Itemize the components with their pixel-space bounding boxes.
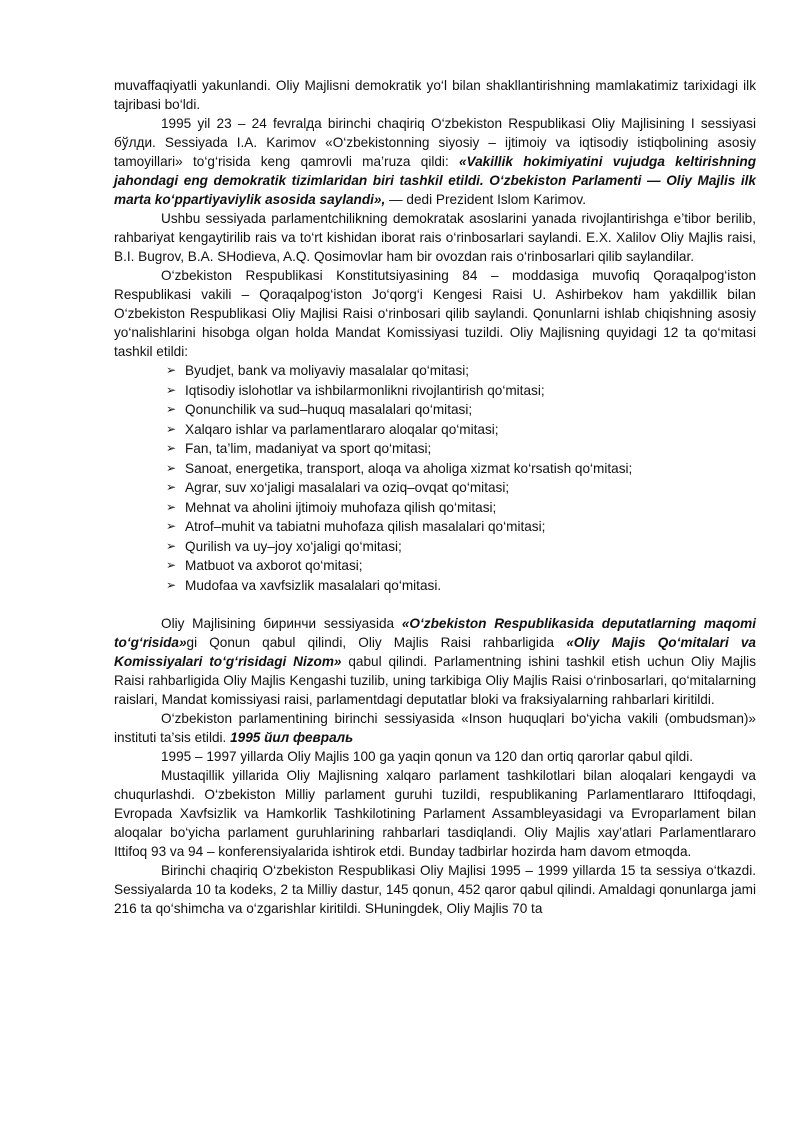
committee-name: Matbuot va axborot qo‘mitasi; <box>185 558 363 573</box>
arrowhead-icon: ➢ <box>166 577 177 592</box>
arrowhead-icon: ➢ <box>166 441 177 455</box>
paragraph-5-text-2: gi Qonun qabul qilindi, Oliy Majlis Raisi rahbarligida <box>186 635 567 650</box>
committee-list-item <box>166 381 756 401</box>
committee-list-item <box>166 517 756 537</box>
paragraph-8: Mustaqillik yillarida Oliy Majlisning xalqaro parlament tashkilotlari bilan aloqalari kengaydi va chuqurlashdi. O‘zbekiston Milliy parlament guruhi tuzildi, respublikaning Parlamentlararo Ittifoqdagi, Evropada Xavfsizlik va Hamkorlik Tashkilotining Parlament Assambleyasidagi va Evroparlament bilan aloqalar bo‘yicha parlament guruhlarining rahbarlari tasdiqlandi. Oliy Majlis xay’atlari Parlamentlararo Ittifoq 93 va 94 – konferensiyalarida ishtirok etdi. Bunday tadbirlar hozirda ham davom etmoqda. <box>114 768 756 859</box>
committee-name: Agrar, suv xo‘jaligi masalalari va oziq–ovqat qo‘mitasi; <box>185 480 510 495</box>
arrowhead-icon: ➢ <box>166 402 177 416</box>
paragraph-5-text: Oliy Majlisining биринчи sessiyasida <box>161 616 402 631</box>
blank-line <box>114 595 756 614</box>
paragraph-6-date: 1995 йил феврaль <box>230 730 354 745</box>
paragraph-9: Birinchi chaqiriq O‘zbekiston Respublikasi Oliy Majlisi 1995 – 1999 yillarda 15 ta sessiya o‘tkazdi. Sessiyalarda 10 ta kodeks, 2 ta Milliy dastur, 145 qonun, 452 qaror qabul qilindi. Amaldagi qonunlarga jami 216 ta qo‘shimcha va o‘zgarishlar kiritildi. SHuningdek, Oliy Majlis 70 ta <box>114 863 756 916</box>
committee-list-item <box>166 537 756 557</box>
committee-list <box>114 361 756 595</box>
committee-name: Mehnat va aholini ijtimoiy muhofaza qilish qo‘mitasi; <box>185 499 497 515</box>
committee-name: Iqtisodiy islohotlar va ishbilarmonlikni rivojlantirish qo‘mitasi; <box>185 382 545 398</box>
arrowhead-icon: ➢ <box>166 480 177 494</box>
paragraph-4: O‘zbekiston Respublikasi Konstitutsiyasining 84 – moddasiga muvofiq Qoraqalpog‘iston Respublikasi vakili – Qoraqalpog‘iston Jo‘qorg‘i Kengesi Raisi U. Ashirbekov ham yakdillik bilan O‘zbekiston Respublikasi Oliy Majlisi Raisi o‘rinbosari qilib saylandi. Qonunlarni ishlab chiqishning asosiy yo‘nalishlarini hisobga olgan holda Mandat Komissiyasi tuzildi. Oliy Majlisning quyidagi 12 ta qo‘mitasi tashkil etildi: <box>114 268 756 359</box>
arrowhead-icon: ➢ <box>166 363 177 377</box>
committee-list-item <box>166 361 756 381</box>
committee-list-item <box>166 556 756 576</box>
paragraph-5 <box>114 614 756 709</box>
committee-list-item <box>166 439 756 459</box>
committee-list-item <box>166 576 756 596</box>
paragraph-2-text: 1995 yil 23 – 24 fevralда birinchi chaqiriq O‘zbekiston Respublikasi Oliy Majlisining I sessiyasi бўлди. Sessiyada I.A. Karimov «O‘zbekistonning siyosiy – ijtimoiy va iqtisodiy istiqbolining asosiy tamoyillari» to‘g‘risida keng qamrovli ma’ruza qildi: <box>114 116 756 169</box>
arrowhead-icon: ➢ <box>166 558 177 572</box>
committee-name: Byudjet, bank va moliyaviy masalalar qo‘mitasi; <box>185 363 470 378</box>
committee-list-item <box>166 498 756 518</box>
paragraph-6-text: O‘zbekiston parlamentining birinchi sessiyasida «Inson huquqlari bo‘yicha vakili (ombudsman)» instituti ta’sis etildi. <box>114 711 756 745</box>
paragraph-5-regulation-title: «Oliy Majis Qo‘mitalari va Komissiyalari to‘g‘risidagi Nizom» <box>114 635 756 669</box>
committee-name: Fan, ta’lim, madaniyat va sport qo‘mitasi; <box>185 441 432 456</box>
committee-list-item <box>166 420 756 440</box>
paragraph-2-quote: «Vakillik hokimiyatini vujudga keltirishning jahondagi eng demokratik tizimlaridan biri tashkil etildi. O‘zbekiston Parlamenti — Oliy Majlis ilk marta ko‘ppartiyaviylik asosida saylandi», <box>114 154 756 207</box>
paragraph-5-law-title: «O‘zbekiston Respublikasida deputatlarning maqomi to‘g‘risida» <box>114 616 756 650</box>
paragraph-6 <box>114 709 756 747</box>
paragraph-2-end: — dedi Prezident Islom Karimov. <box>385 192 586 207</box>
committee-name: Qonunchilik va sud–huquq masalalari qo‘mitasi; <box>185 402 473 417</box>
document-page <box>114 76 756 918</box>
arrowhead-icon: ➢ <box>166 519 177 533</box>
paragraph-3: Ushbu sessiyada parlamentchilikning demokratak asoslarini yanada rivojlantirishga e’tibor berilib, rahbariyat kengaytirilib rais va to‘rt kishidan iborat rais o‘rinbosarlari saylandi. E.X. Xalilov Oliy Majlis raisi, B.I. Bugrov, B.A. SHodieva, A.Q. Qosimovlar ham bir ovozdan rais o‘rinbosarlari qilib saylandilar. <box>114 211 756 264</box>
committee-list-item <box>166 400 756 420</box>
arrowhead-icon: ➢ <box>166 460 177 475</box>
paragraph-5-text-3: qabul qilindi. Parlamentning ishini tashkil etish uchun Oliy Majlis Raisi rahbarligida Oliy Majlis Kengashi tuzilib, uning tarkibiga Oliy Majlis Raisi o‘rinbosarlari, qo‘mitalarning raislari, Mandat komissiyasi raisi, parlamentdagi deputatlar bloki va fraksiyalarning rahbarlari kiritildi. <box>114 654 756 707</box>
arrowhead-icon: ➢ <box>166 538 177 553</box>
committee-name: Mudofaa va xavfsizlik masalalari qo‘mitasi. <box>185 577 442 593</box>
committee-list-item <box>166 459 756 479</box>
arrowhead-icon: ➢ <box>166 499 177 514</box>
committee-name: Qurilish va uy–joy xo‘jaligi qo‘mitasi; <box>185 538 402 554</box>
paragraph-1: muvaffaqiyatli yakunlandi. Oliy Majlisni demokratik yo‘l bilan shakllantirishning mamlakatimiz tarixidagi ilk tajribasi bo‘ldi. <box>114 78 756 112</box>
paragraph-7: 1995 – 1997 yillarda Oliy Majlis 100 ga yaqin qonun va 120 dan ortiq qarorlar qabul qildi. <box>161 749 694 764</box>
committee-name: Atrof–muhit va tabiatni muhofaza qilish masalalari qo‘mitasi; <box>185 519 546 534</box>
committee-name: Xalqaro ishlar va parlamentlararo aloqalar qo‘mitasi; <box>185 421 499 437</box>
committee-list-item <box>166 478 756 498</box>
paragraph-2 <box>114 114 756 209</box>
arrowhead-icon: ➢ <box>166 421 177 436</box>
arrowhead-icon: ➢ <box>166 382 177 397</box>
committee-name: Sanoat, energetika, transport, aloqa va aholiga xizmat ko‘rsatish qo‘mitasi; <box>185 460 633 476</box>
